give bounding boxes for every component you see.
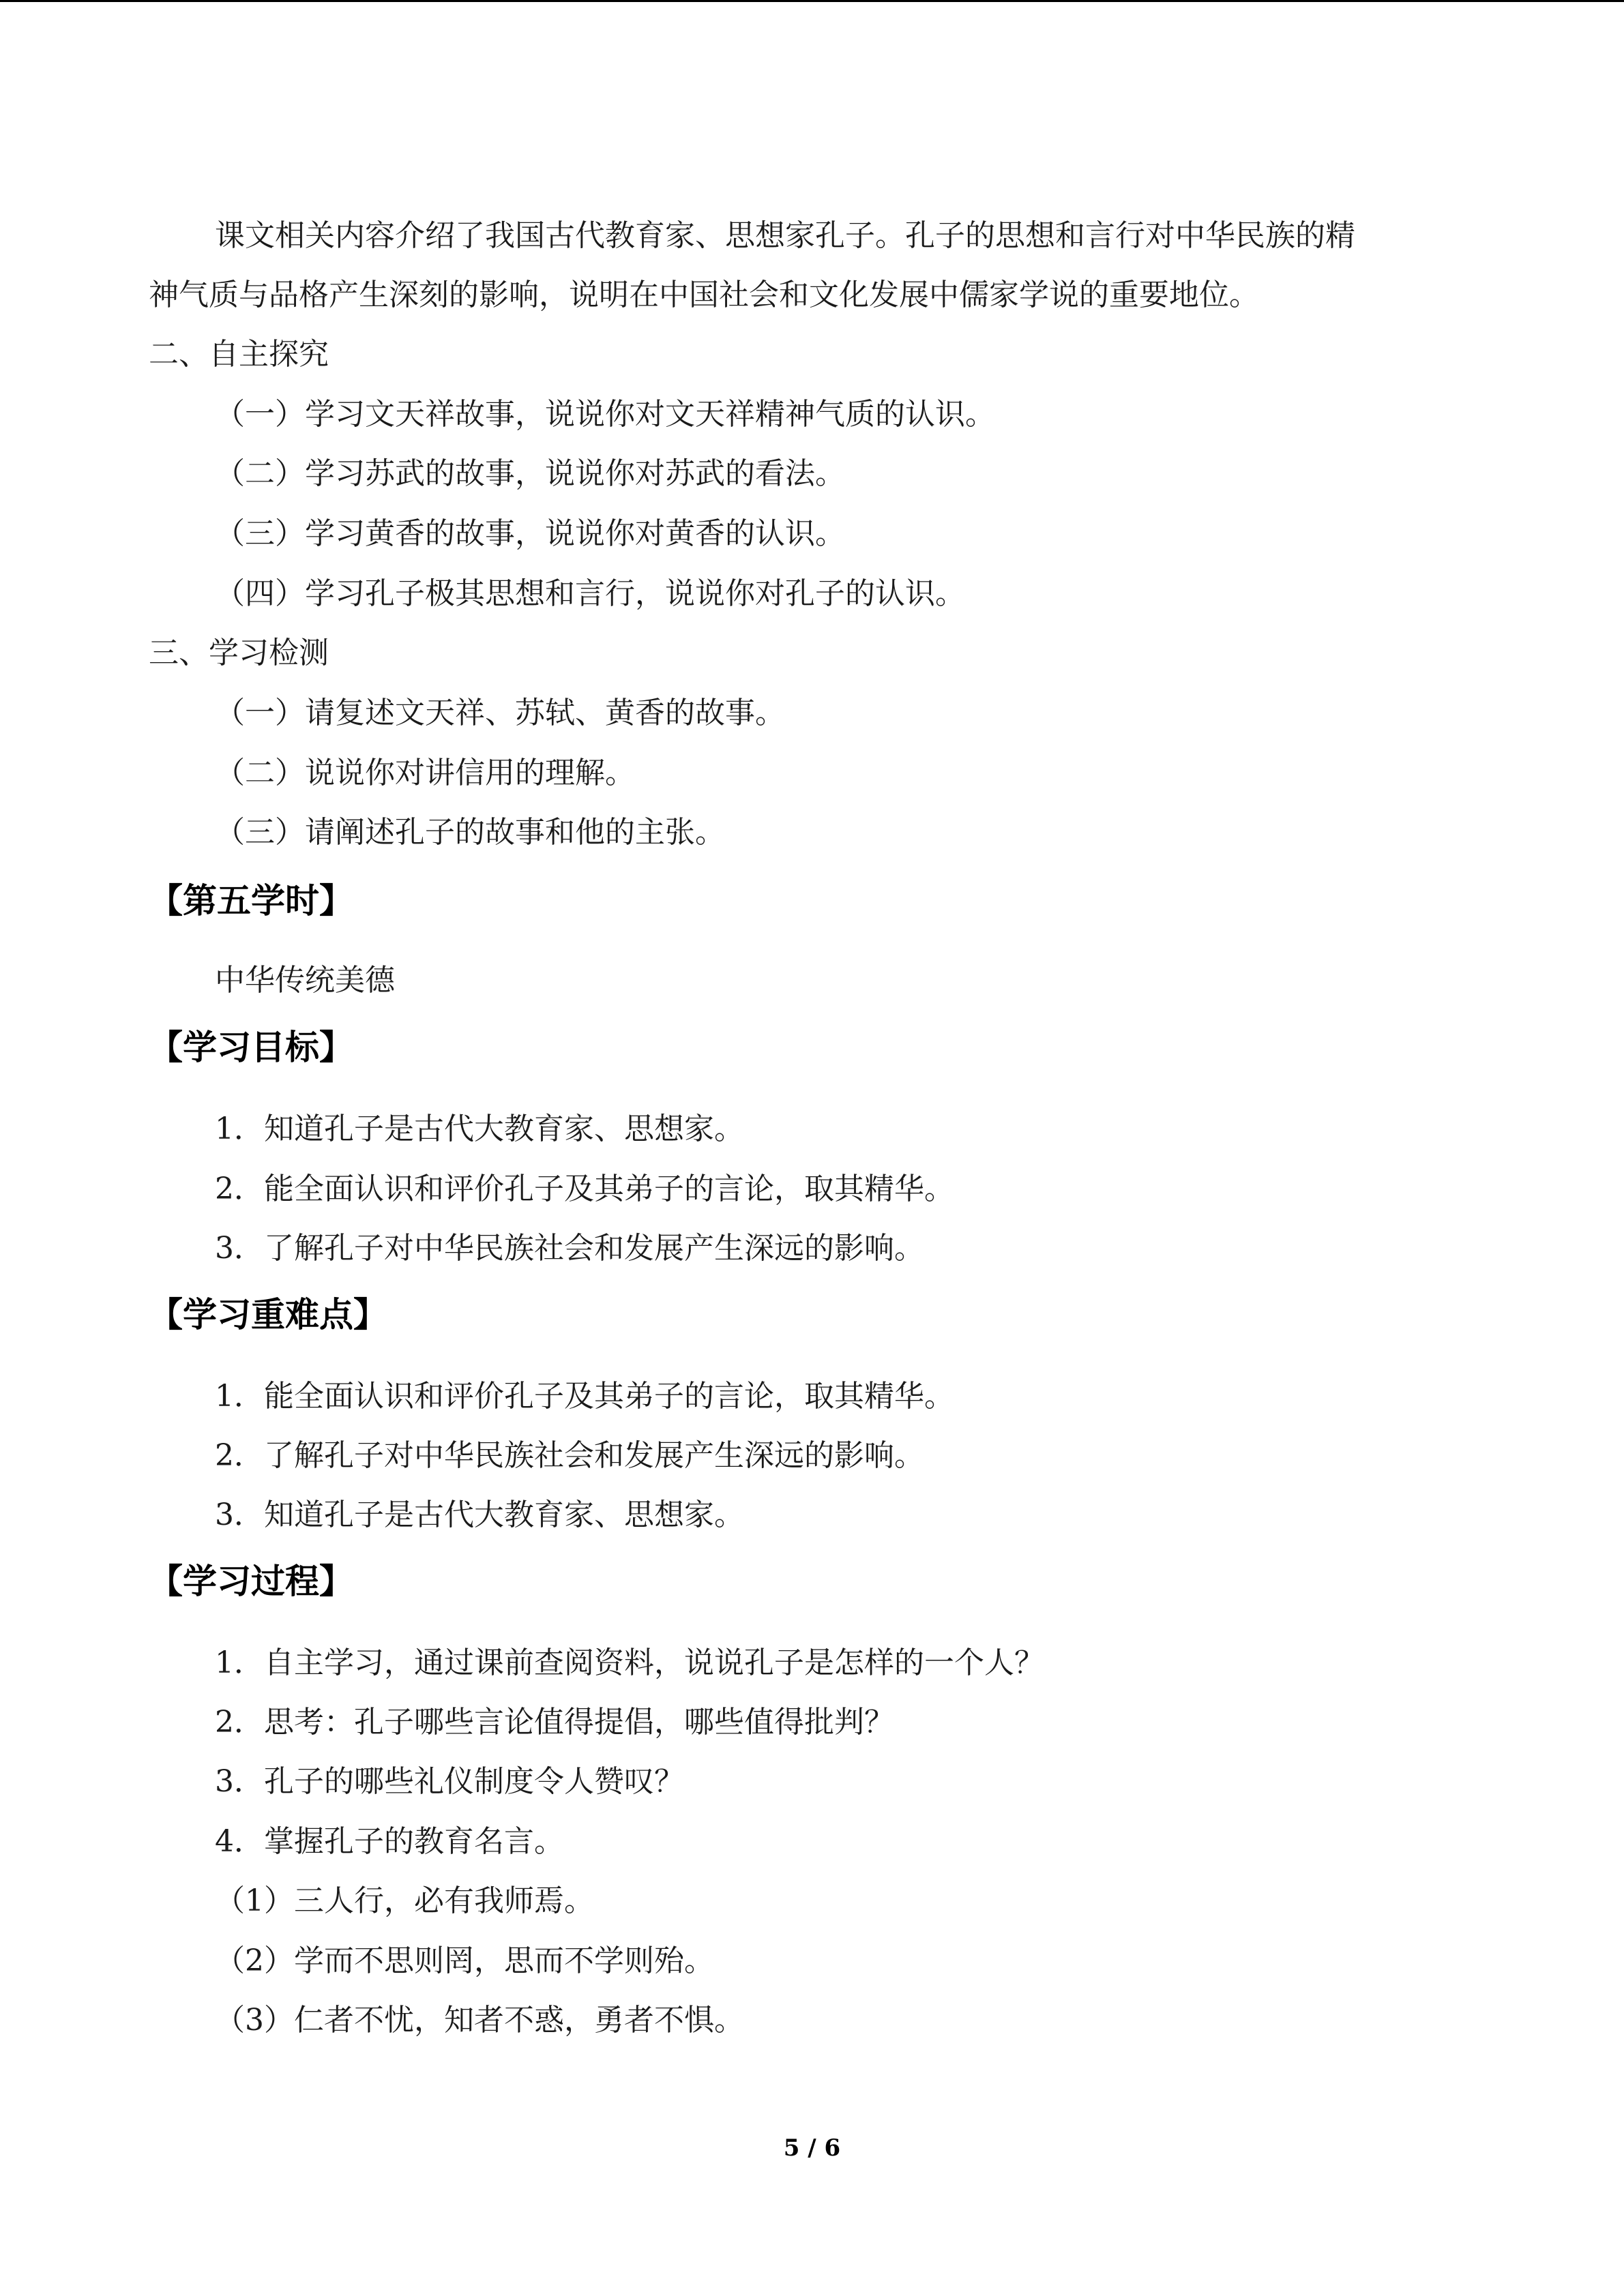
- section-title-assessment: 三、学习检测: [149, 636, 329, 670]
- key-point-item: 2．了解孔子对中华民族社会和发展产生深远的影响。: [215, 1438, 924, 1473]
- key-point-item: 3．知道孔子是古代大教育家、思想家。: [215, 1497, 744, 1532]
- process-item: 4．掌握孔子的教育名言。: [215, 1824, 564, 1859]
- section-title-self-study: 二、自主探究: [149, 337, 329, 372]
- process-item: 3．孔子的哪些礼仪制度令人赞叹？: [215, 1764, 684, 1799]
- assessment-item: （一）请复述文天祥、苏轼、黄香的故事。: [215, 696, 785, 730]
- self-study-item: （四）学习孔子极其思想和言行，说说你对孔子的认识。: [215, 576, 965, 611]
- heading-lesson-five: 【第五学时】: [149, 881, 353, 921]
- assessment-item: （二）说说你对讲信用的理解。: [215, 756, 635, 790]
- goal-item: 2．能全面认识和评价孔子及其弟子的言论，取其精华。: [215, 1172, 954, 1206]
- self-study-item: （三）学习黄香的故事，说说你对黄香的认识。: [215, 516, 845, 551]
- process-item: 2．思考：孔子哪些言论值得提倡，哪些值得批判？: [215, 1705, 894, 1740]
- page-number: 5 / 6: [783, 2134, 841, 2162]
- quote-item: （1）三人行，必有我师焉。: [215, 1883, 594, 1918]
- heading-learning-process: 【学习过程】: [149, 1562, 353, 1601]
- quote-item: （3）仁者不忧，知者不惑，勇者不惧。: [215, 2003, 744, 2038]
- heading-learning-goals: 【学习目标】: [149, 1028, 353, 1067]
- self-study-item: （一）学习文天祥故事，说说你对文天祥精神气质的认识。: [215, 397, 995, 432]
- top-border-rule: [0, 0, 1624, 2]
- goal-item: 1．知道孔子是古代大教育家、思想家。: [215, 1112, 744, 1146]
- intro-line-1: 课文相关内容介绍了我国古代教育家、思想家孔子。孔子的思想和言行对中华民族的精: [215, 218, 1355, 253]
- intro-line-2: 神气质与品格产生深刻的影响，说明在中国社会和文化发展中儒家学说的重要地位。: [149, 278, 1259, 312]
- lesson-topic: 中华传统美德: [215, 963, 395, 998]
- process-item: 1．自主学习，通过课前查阅资料，说说孔子是怎样的一个人？: [215, 1645, 1044, 1680]
- key-point-item: 1．能全面认识和评价孔子及其弟子的言论，取其精华。: [215, 1379, 954, 1414]
- self-study-item: （二）学习苏武的故事，说说你对苏武的看法。: [215, 456, 845, 491]
- goal-item: 3．了解孔子对中华民族社会和发展产生深远的影响。: [215, 1231, 924, 1266]
- quote-item: （2）学而不思则罔，思而不学则殆。: [215, 1943, 714, 1978]
- heading-key-points: 【学习重难点】: [149, 1295, 387, 1335]
- assessment-item: （三）请阐述孔子的故事和他的主张。: [215, 815, 725, 850]
